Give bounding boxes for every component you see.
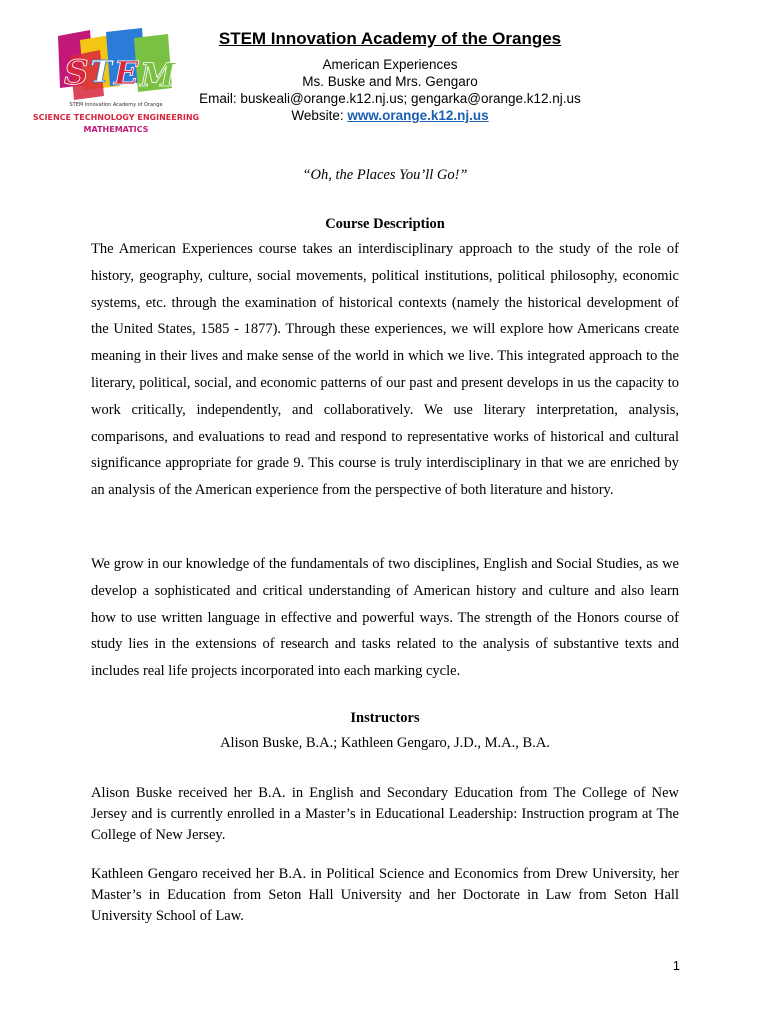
email-line: Email: buskeali@orange.k12.nj.us; gengarka@orange.k12.nj.us: [199, 91, 581, 106]
website-line: [190, 107, 590, 124]
instructor-bio-buske: Alison Buske received her B.A. in English and Secondary Education from The College of New Jersey and is currently enrolled in a Master’s in Educational Leadership: Instruction program at The College of New Jersey.: [91, 785, 679, 843]
website-label: Website:: [291, 108, 348, 123]
logo-letter-t: T: [90, 55, 113, 90]
logo-caption-line2: MATHEMATICS: [83, 125, 149, 134]
logo-caption-small: STEM Innovation Academy of Orange: [69, 102, 163, 108]
logo-letter-e: E: [114, 54, 139, 92]
page-number: 1: [672, 958, 680, 973]
school-header: [190, 28, 590, 124]
instructors-heading: Instructors: [350, 710, 420, 726]
school-name: STEM Innovation Academy of the Oranges: [218, 29, 562, 48]
instructor-bio-gengaro: Kathleen Gengaro received her B.A. in Political Science and Economics from Drew University, her Master’s in Education from Seton Hall University and her Doctorate in Law from Seton Hall University School of Law.: [91, 866, 679, 924]
stem-logo: [32, 26, 200, 138]
course-quote: “Oh, the Places You’ll Go!”: [302, 167, 468, 183]
logo-letter-m: M: [140, 56, 176, 94]
teacher-names: Ms. Buske and Mrs. Gengaro: [302, 74, 478, 89]
instructor-names: Alison Buske, B.A.; Kathleen Gengaro, J.D., M.A., B.A.: [220, 735, 550, 751]
course-description-heading: Course Description: [325, 216, 445, 232]
logo-letter-s: S: [64, 53, 89, 93]
logo-caption-line1: SCIENCE TECHNOLOGY ENGINEERING: [32, 113, 200, 122]
course-description-paragraph-1: The American Experiences course takes an interdisciplinary approach to the study of the role of history, geography, culture, social movements, political institutions, political philosophy, economic systems, etc. through the examination of historical contexts (namely the historical development of the United States, 1585 - 1877). Through these experiences, we will explore how Americans create meaning in their lives and make sense of the world in which we live. This integrated approach to the literary, political, social, and economic patterns of our past and present develops in us the capacity to work critically, independently, and collaboratively. We use literary interpretation, analysis, comparisons, and evaluations to read and respond to representative works of historical and cultural significance appropriate for grade 9. This course is truly interdisciplinary in that we are enriched by an analysis of the American experience from the perspective of both literature and history.: [91, 241, 679, 499]
website-link[interactable]: www.orange.k12.nj.us: [347, 108, 489, 123]
course-description-paragraph-2: We grow in our knowledge of the fundamentals of two disciplines, English and Social Studies, as we develop a sophisticated and critical understanding of American history and culture and also learn how to use written language in effective and powerful ways. The strength of the Honors course of study lies in the extensions of research and tasks related to the analysis of substantive texts and includes real life projects incorporated into each marking cycle.: [91, 556, 679, 680]
stem-logo-graphic: [32, 26, 200, 138]
course-name: American Experiences: [322, 57, 458, 72]
